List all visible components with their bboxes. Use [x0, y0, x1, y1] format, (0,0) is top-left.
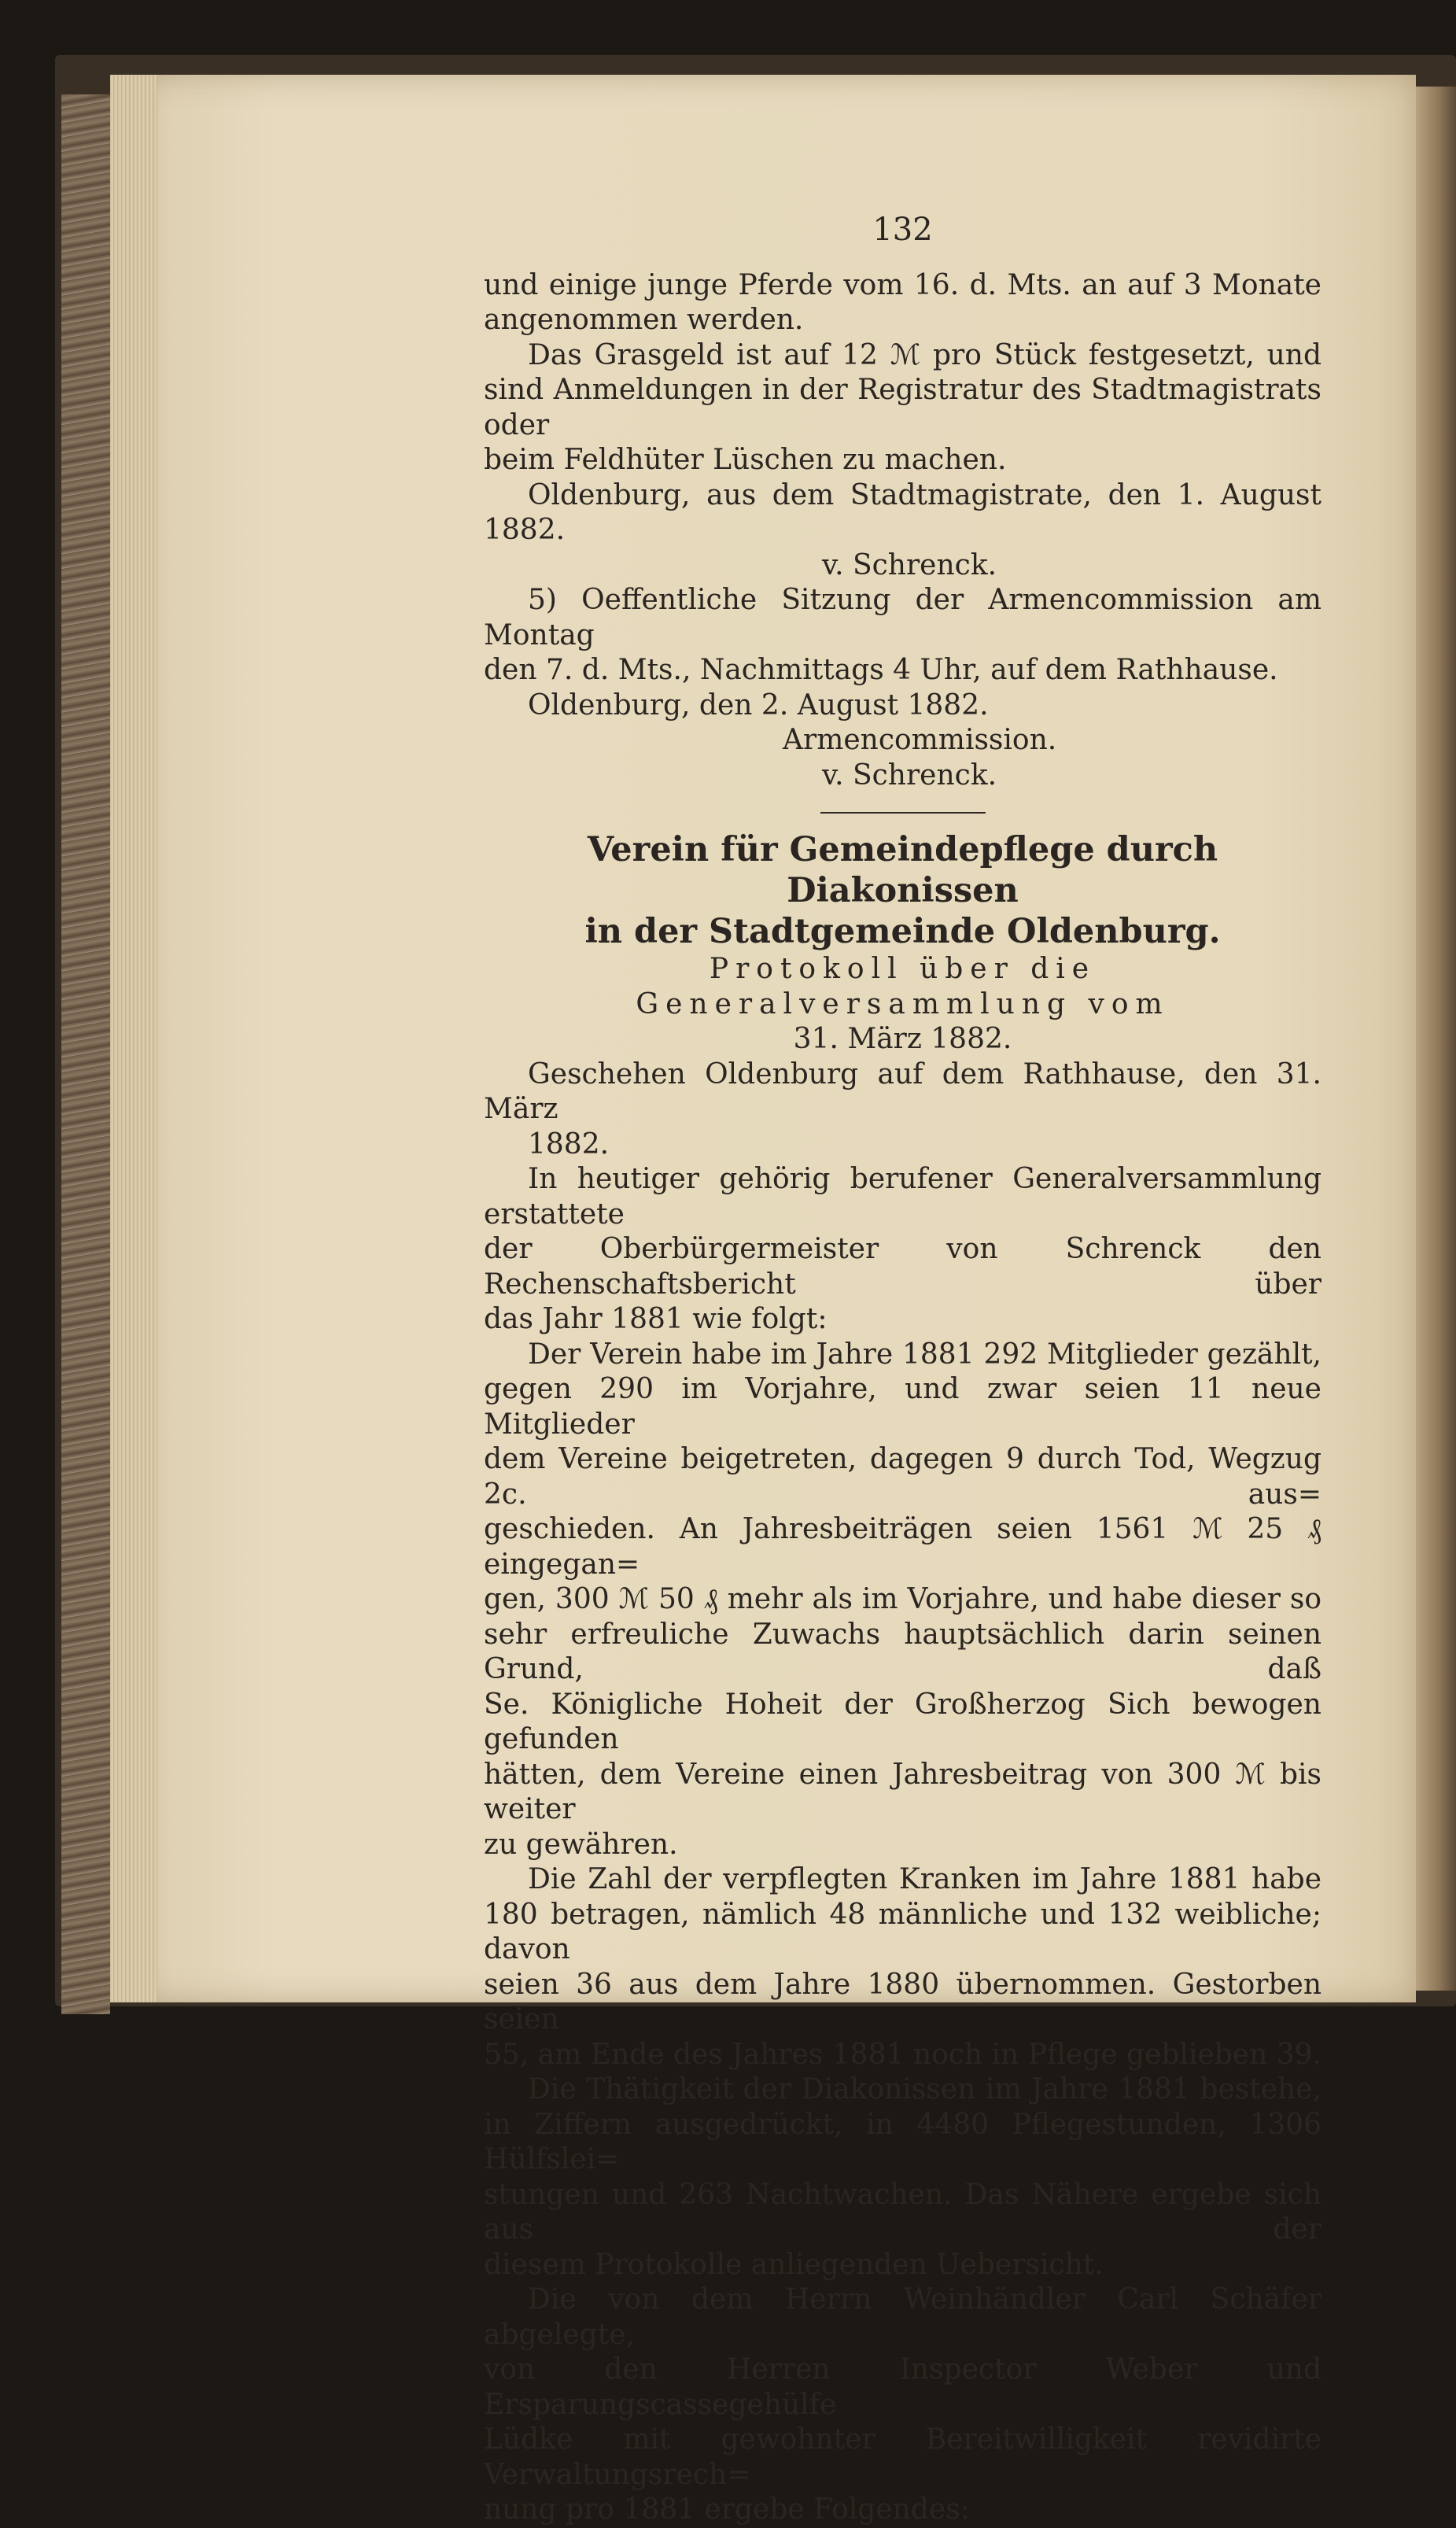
text-line: und einige junge Pferde vom 16. d. Mts. an auf 3 Monate [484, 268, 1321, 301]
text-line: 180 betragen, nämlich 48 männliche und 132 weibliche; davon [484, 1898, 1321, 1965]
page-edges [110, 75, 157, 2002]
subheading: Protokoll über die Generalversammlung vom [636, 953, 1170, 1020]
section-heading: in der Stadtgemeinde Oldenburg. [584, 912, 1221, 951]
signature: v. Schrenck. [822, 758, 997, 792]
text-line: Die Zahl der verpflegten Kranken im Jahre 1881 habe [528, 1863, 1321, 1895]
text-line: 5) Oeffentliche Sitzung der Armencommission am Montag [484, 584, 1321, 651]
page-text [484, 212, 1321, 2528]
text-line: diesem Protokolle anliegenden Uebersicht. [484, 2248, 1104, 2281]
text-line: dem Vereine beigetreten, dagegen 9 durch Tod, Wegzug 2c. aus= [484, 1443, 1321, 1511]
text-line: zu gewähren. [484, 1828, 678, 1861]
text-line: hätten, dem Vereine einen Jahresbeitrag von 300 ℳ bis weiter [484, 1758, 1321, 1825]
text-line: Das Grasgeld ist auf 12 ℳ pro Stück festgesetzt, und [528, 338, 1321, 371]
text-line: von den Herren Inspector Weber und Ersparungscassegehülfe [484, 2353, 1321, 2421]
text-line: Die von dem Herrn Weinhändler Carl Schäfer abgelegte, [484, 2283, 1321, 2351]
text-line: gen, 300 ℳ 50 ₰ mehr als im Vorjahre, und habe dieser so [484, 1583, 1321, 1615]
text-line: geschieden. An Jahresbeiträgen seien 1561 ℳ 25 ₰ eingegan= [484, 1513, 1321, 1581]
text-line: beim Feldhüter Lüschen zu machen. [484, 444, 1007, 476]
text-line: Lüdke mit gewohnter Bereitwilligkeit revidirte Verwaltungsrech= [484, 2423, 1321, 2491]
section-heading: Verein für Gemeindepflege durch Diakonissen [587, 830, 1218, 910]
text-line: das Jahr 1881 wie folgt: [484, 1303, 828, 1335]
text-line: der Oberbürgermeister von Schrenck den Rechenschaftsbericht über [484, 1233, 1321, 1301]
text-line: stungen und 263 Nachtwachen. Das Nähere ergebe sich aus der [484, 2178, 1321, 2246]
text-line: In heutiger gehörig berufener Generalversammlung erstattete [484, 1163, 1321, 1231]
text-line: in Ziffern ausgedrückt, in 4480 Pflegestunden, 1306 Hülfslei= [484, 2108, 1321, 2176]
signature: v. Schrenck. [822, 548, 997, 581]
book-spine [61, 94, 110, 2014]
facing-page-edge [1416, 87, 1456, 1991]
text-line: Oldenburg, aus dem Stadtmagistrate, den 1. August 1882. [484, 478, 1321, 546]
text-line: 1882. [528, 1127, 610, 1161]
text-line: Oldenburg, den 2. August 1882. [528, 688, 989, 721]
text-line: gegen 290 im Vorjahre, und zwar seien 11 neue Mitglieder [484, 1373, 1321, 1441]
text-line: Die Thätigkeit der Diakonissen im Jahre 1881 bestehe, [528, 2073, 1321, 2105]
text-line: sehr erfreuliche Zuwachs hauptsächlich darin seinen Grund, daß [484, 1618, 1321, 1685]
page-number: 132 [872, 212, 933, 248]
text-line: sind Anmeldungen in der Registratur des Stadtmagistrats oder [484, 374, 1321, 441]
text-line: Geschehen Oldenburg auf dem Rathhause, den 31. März [484, 1057, 1321, 1125]
text-line: seien 36 aus dem Jahre 1880 übernommen. Gestorben seien [484, 1968, 1321, 2035]
text-line: nung pro 1881 ergebe Folgendes: [484, 2493, 970, 2526]
text-line: Der Verein habe im Jahre 1881 292 Mitglieder gezählt, [528, 1338, 1321, 1371]
section-divider [820, 812, 986, 814]
text-line: 55, am Ende des Jahres 1881 noch in Pflege geblieben 39. [484, 2038, 1321, 2071]
signature: Armencommission. [783, 724, 1057, 756]
text-line: Se. Königliche Hoheit der Großherzog Sich bewogen gefunden [484, 1688, 1321, 1755]
subheading: 31. März 1882. [793, 1023, 1012, 1055]
text-line: angenommen werden. [484, 304, 804, 336]
text-line: den 7. d. Mts., Nachmittags 4 Uhr, auf dem Rathhause. [484, 654, 1278, 686]
